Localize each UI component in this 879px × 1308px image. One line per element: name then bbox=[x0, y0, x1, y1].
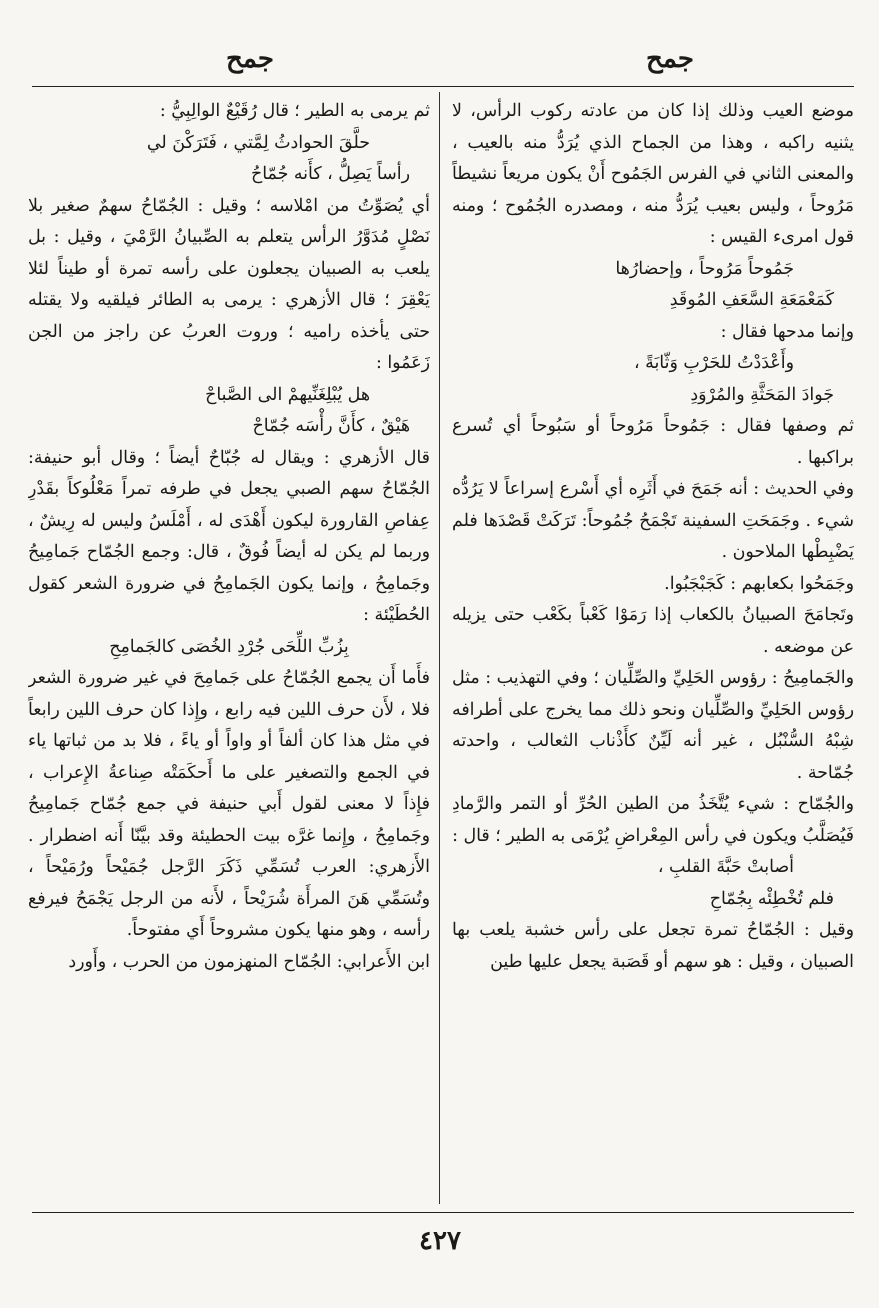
verse-line: كَمَعْمَعَةِ السَّعَفِ المُوقَدِ bbox=[669, 290, 834, 310]
verse-line: فلم تُخْطِئْه بِجُمّاحِ bbox=[709, 888, 834, 909]
paragraph: موضع العيب وذلك إذا كان من عادته ركوب الرأس، لا يثنيه راكبه ، وهذا من الجماح الذي يُرَدُّ منه بالعيب ، والمعنى الثاني في الفرس الجَمُوح أَنْ يكون مريعاً نشيطاً مَرُوحاً ، وليس بعيب يُرَدُّ منه ، ومصدره الجُمُوح ؛ ومنه قول امرىء القيس : bbox=[452, 101, 854, 247]
paragraph: والجَمامِيحُ : رؤوس الحَلِيِّ والصِّلِّيان ؛ وفي التهذيب : مثل رؤوس الحَلِيِّ والصِّلِّيان ونحو ذلك مما يخرج على أطرافه شِبْهُ السُّنْبُل ، غير أنه لَيِّنٌ كأَذْناب الثعالب ، واحدته جُمّاحة . bbox=[452, 668, 854, 783]
right-column bbox=[452, 96, 854, 1206]
paragraph: وفي الحديث : أنه جَمَحَ في أَثَرِه أي أَسْرع إسراعاً لا يَرُدُّه شيء . وجَمَحَتِ السفينة تَجْمَحُ جُمُوحاً: تَرَكَتْ قَصْدَها فلم يَضْبِطْها الملاحون . bbox=[452, 479, 854, 562]
paragraph: قال الأزهري : ويقال له جُبّاحٌ أيضاً ؛ وقال أبو حنيفة: الجُمّاحُ سهم الصبي يجعل في طرفه تمراً مَعْلُوكاً بقَدْرِ عِفاصِ القارورة ليكون أَهْدَى له ، أَمْلَسُ وليس له رِيشٌ ، وربما لم يكن له أيضاً فُوقٌ ، قال: وجمع الجُمّاح جَمامِيحُ وجَمامِحُ ، وإنما يكون الجَمامِحُ في ضرورة الشعر كقول الحُطَيْئة : bbox=[28, 447, 430, 625]
paragraph: وإنما مدحها فقال : bbox=[720, 321, 854, 342]
bottom-rule bbox=[32, 1212, 854, 1213]
verse-line: رأساً يَصِلُّ ، كأَنه جُمّاحُ bbox=[251, 164, 410, 184]
paragraph: فأَما أَن يجمع الجُمّاحُ على جَمامِحَ في غير ضرورة الشعر فلا ، لأَن حرف اللين فيه رابع ، وإِذا كان حرف اللين رابعاً في مثل هذا كان ألفاً أو واواً أو ياءً ، فلا بد من ثباتها ياء في الجمع والتصغير على ما أَحكَمَتْه صِناعةُ الإِعراب ، فإِذاً لا معنى لقول أَبي حنيفة في جمع جُمّاح جَمامِيحُ وجَمامِحُ ، وإِنما غرَّه بيت الحطيئة وقد بيَّنّا أَنه اضطرار . الأَزهري: العرب تُسَمِّي ذَكَرَ الرَّجل جُمَيْحاً ورُمَيْحاً ، وتُسَمِّي هَنَ المرأَة شُرَيْحاً ، لأَنه من الرجل يَجْمَحُ فيرفع رأسه ، وهو منها يكون مشروحاً أَي مفتوحاً. bbox=[28, 668, 430, 940]
verse-line: حلَّقَ الحوادثُ لِمَّتي ، فَتَرَكْنَ لي bbox=[146, 132, 370, 153]
paragraph: ثم وصفها فقال : جَمُوحاً مَرُوحاً أو سَبُوحاً أي تُسرع براكبها . bbox=[452, 416, 854, 468]
column-divider bbox=[439, 92, 440, 1204]
paragraph: ثم يرمى به الطير ؛ قال رُقَيْعٌ الوالِبِيُّ : bbox=[159, 101, 430, 121]
verse-line: جَمُوحاً مَرُوحاً ، وإحضارُها bbox=[615, 258, 794, 279]
paragraph: وقيل : الجُمّاحُ تمرة تجعل على رأس خشبة يلعب بها الصبيان ، وقيل : هو سهم أو قَصَبة يجعل عليها طين bbox=[452, 920, 854, 972]
paragraph: وتَجامَحَ الصبيانُ بالكعاب إذا رَمَوْا كَعْباً بكَعْب حتى يزيله عن موضعه . bbox=[452, 605, 854, 657]
paragraph: ابن الأَعرابي: الجُمّاح المنهزمون من الحرب ، وأَورد bbox=[68, 951, 430, 972]
verse-line: هَيْقٌ ، كأَنَّ رأْسَه جُمّاحْ bbox=[252, 416, 410, 436]
page-number: ٤٢٧ bbox=[419, 1226, 461, 1256]
verse-line: هل يُبْلِغَنِّيهمْ الى الصَّباحْ bbox=[205, 384, 370, 405]
paragraph: أي يُصَوِّتُ من امْلاسه ؛ وقيل : الجُمّاحُ سهمٌ صغير بلا نَصْلٍ مُدَوَّرُ الرأس يتعلم به الصِّبيانُ الرَّمْيَ ، وقيل : بل يلعب به الصبيان يجعلون على رأسه تمرة أو طيناً لئلا يَعْقِرَ ؛ قال الأزهري : يرمى به الطائر فيلقيه ولا يقتله حتى يأخذه راميه ؛ وروت العربُ عن راجز من الجن زَعَمُوا : bbox=[28, 195, 430, 373]
verse-line: جَوادَ المَحَثَّةِ والمُرْوَدِ bbox=[690, 384, 834, 405]
paragraph: وجَمَحُوا بكعابهم : كَجَبْجَبُوا. bbox=[664, 573, 854, 594]
verse-line: وأَعْدَدْتُ للحَرْبِ وَثّابَةً ، bbox=[634, 353, 794, 373]
verse-line: بِزُبِّ اللِّحَى جُرْدِ الخُصَى كالجَمامِحِ bbox=[109, 636, 349, 657]
running-head-left: جمح bbox=[226, 44, 274, 74]
top-rule bbox=[32, 86, 854, 87]
verse-line: أصابتْ حَبَّةَ القلبِ ، bbox=[657, 857, 794, 877]
running-head-right: جمح bbox=[646, 44, 694, 74]
left-column bbox=[28, 96, 430, 1206]
paragraph: والجُمّاح : شيء يُتَّخَذُ من الطين الحُرِّ أو التمر والرَّمادِ فَيُصَلَّبُ ويكون في رأس المِعْراضِ يُرْمَى به الطير ؛ قال : bbox=[452, 794, 854, 846]
